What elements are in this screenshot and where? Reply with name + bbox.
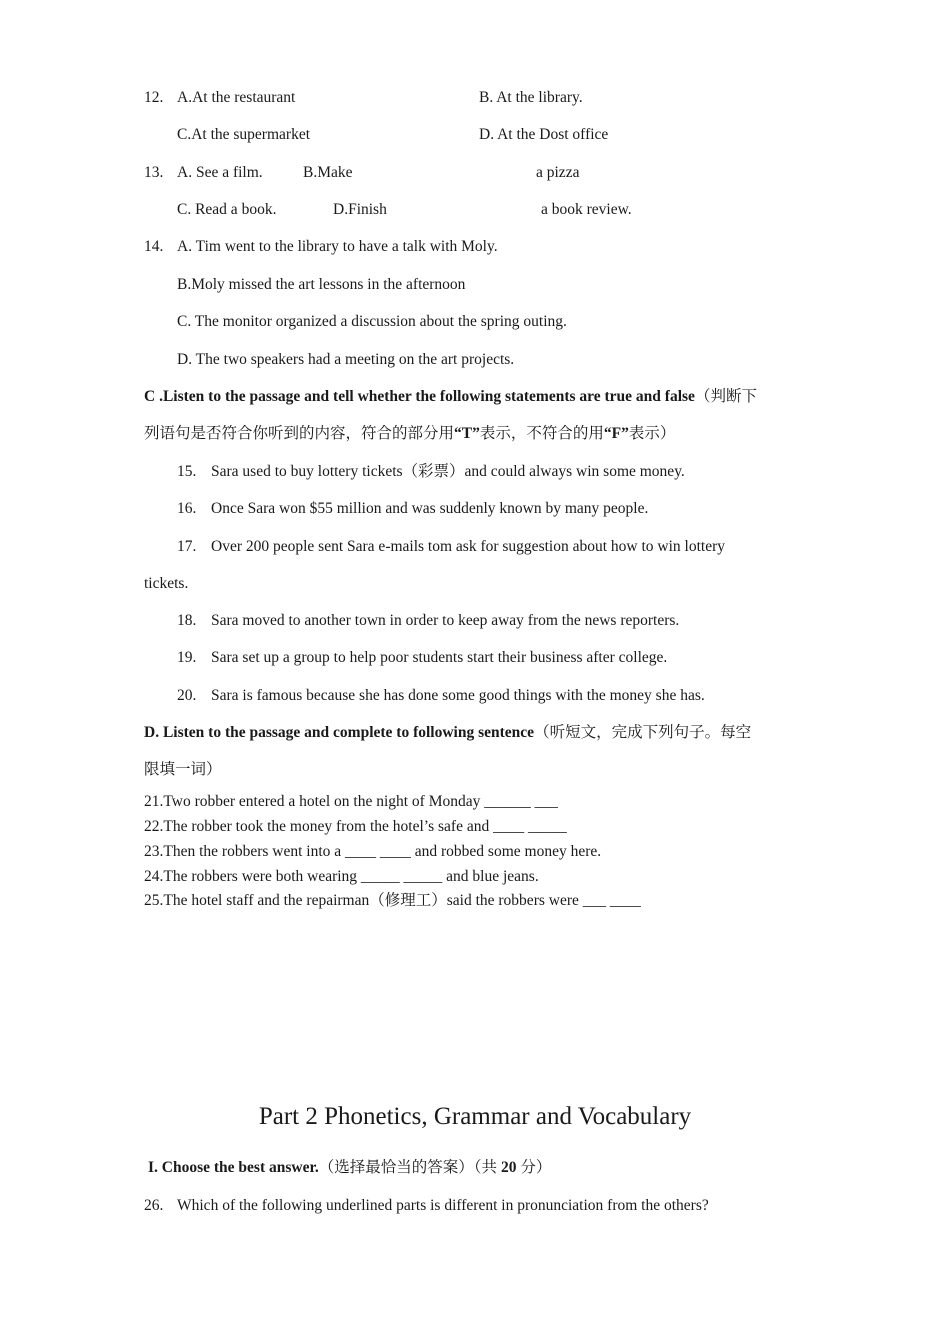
q13-number: 13. bbox=[144, 164, 164, 181]
q12-option-c: C.At the supermarket bbox=[177, 126, 311, 143]
q26-number: 26. bbox=[144, 1197, 164, 1214]
section-d-heading-en: D. Listen to the passage and complete to following sentence bbox=[144, 724, 535, 741]
section-c-instructions bbox=[144, 424, 675, 444]
q20-number: 20. bbox=[177, 687, 197, 704]
q17-text-continued: tickets. bbox=[144, 575, 189, 592]
q23-sentence: 23.Then the robbers went into a ____ ____ and robbed some money here. bbox=[144, 843, 602, 860]
q21-sentence: 21.Two robber entered a hotel on the night of Monday ______ ___ bbox=[144, 793, 558, 810]
part2-section1-heading bbox=[148, 1158, 551, 1178]
q15-text: Sara used to buy lottery tickets（彩票）and could always win some money. bbox=[211, 463, 685, 480]
q12-option-d: D. At the Dost office bbox=[479, 126, 609, 143]
q14-option-a: A. Tim went to the library to have a talk with Moly. bbox=[177, 238, 498, 255]
q16-number: 16. bbox=[177, 500, 197, 517]
q12-option-a: A.At the restaurant bbox=[177, 89, 296, 106]
section-c-heading-en: C .Listen to the passage and tell whether the following statements are true and false bbox=[144, 388, 695, 405]
section-c-instr-a: 列语句是否符合你听到的内容，符合的部分用 bbox=[144, 425, 455, 442]
part2-title: Part 2 Phonetics, Grammar and Vocabulary bbox=[258, 1103, 692, 1130]
q13-option-b-part1: B.Make bbox=[303, 164, 353, 181]
section-c-heading bbox=[144, 387, 757, 407]
q26-text: Which of the following underlined parts is different in pronunciation from the others? bbox=[177, 1197, 709, 1214]
q13-option-d-part2: a book review. bbox=[541, 201, 632, 218]
q17-number: 17. bbox=[177, 538, 197, 555]
part2-section1-heading-cn-a: （选择最恰当的答案）（共 bbox=[318, 1159, 498, 1176]
section-c-instr-c: 表示） bbox=[628, 425, 676, 442]
q13-option-a: A. See a film. bbox=[177, 164, 263, 181]
q12-number: 12. bbox=[144, 89, 164, 106]
part2-section1-heading-cn-b: 分） bbox=[520, 1159, 552, 1176]
section-c-instr-t: “T” bbox=[454, 425, 480, 442]
q13-option-c: C. Read a book. bbox=[177, 201, 277, 218]
q24-sentence: 24.The robbers were both wearing _____ _____ and blue jeans. bbox=[144, 868, 539, 885]
section-d-heading-cn-continued: 限填一词） bbox=[144, 761, 222, 778]
section-c-heading-cn: （判断下 bbox=[694, 388, 757, 405]
q16-text: Once Sara won $55 million and was suddenly known by many people. bbox=[211, 500, 649, 517]
q18-number: 18. bbox=[177, 612, 197, 629]
section-c-instr-b: 表示，不符合的用 bbox=[479, 425, 604, 442]
q14-option-c: C. The monitor organized a discussion about the spring outing. bbox=[177, 313, 567, 330]
q18-text: Sara moved to another town in order to keep away from the news reporters. bbox=[211, 612, 680, 629]
q13-option-d-part1: D.Finish bbox=[333, 201, 387, 218]
q13-option-b-part2: a pizza bbox=[536, 164, 580, 181]
part2-section1-heading-en: I. Choose the best answer. bbox=[148, 1159, 319, 1176]
q12-option-b: B. At the library. bbox=[479, 89, 583, 106]
q15-number: 15. bbox=[177, 463, 197, 480]
q14-number: 14. bbox=[144, 238, 164, 255]
q22-sentence: 22.The robber took the money from the hotel’s safe and ____ _____ bbox=[144, 818, 567, 835]
section-c-instr-f: “F” bbox=[603, 425, 629, 442]
q14-option-d: D. The two speakers had a meeting on the art projects. bbox=[177, 351, 515, 368]
q14-option-b: B.Moly missed the art lessons in the afternoon bbox=[177, 276, 466, 293]
q17-text: Over 200 people sent Sara e-mails tom ask for suggestion about how to win lottery bbox=[211, 538, 725, 555]
q19-number: 19. bbox=[177, 649, 197, 666]
q20-text: Sara is famous because she has done some good things with the money she has. bbox=[211, 687, 705, 704]
section-d-heading-cn: （听短文，完成下列句子。每空 bbox=[534, 724, 752, 741]
section-d-heading bbox=[144, 723, 751, 743]
q25-sentence: 25.The hotel staff and the repairman（修理工）said the robbers were ___ ____ bbox=[144, 892, 641, 909]
part2-section1-points: 20 bbox=[500, 1159, 517, 1176]
q19-text: Sara set up a group to help poor students start their business after college. bbox=[211, 649, 668, 666]
